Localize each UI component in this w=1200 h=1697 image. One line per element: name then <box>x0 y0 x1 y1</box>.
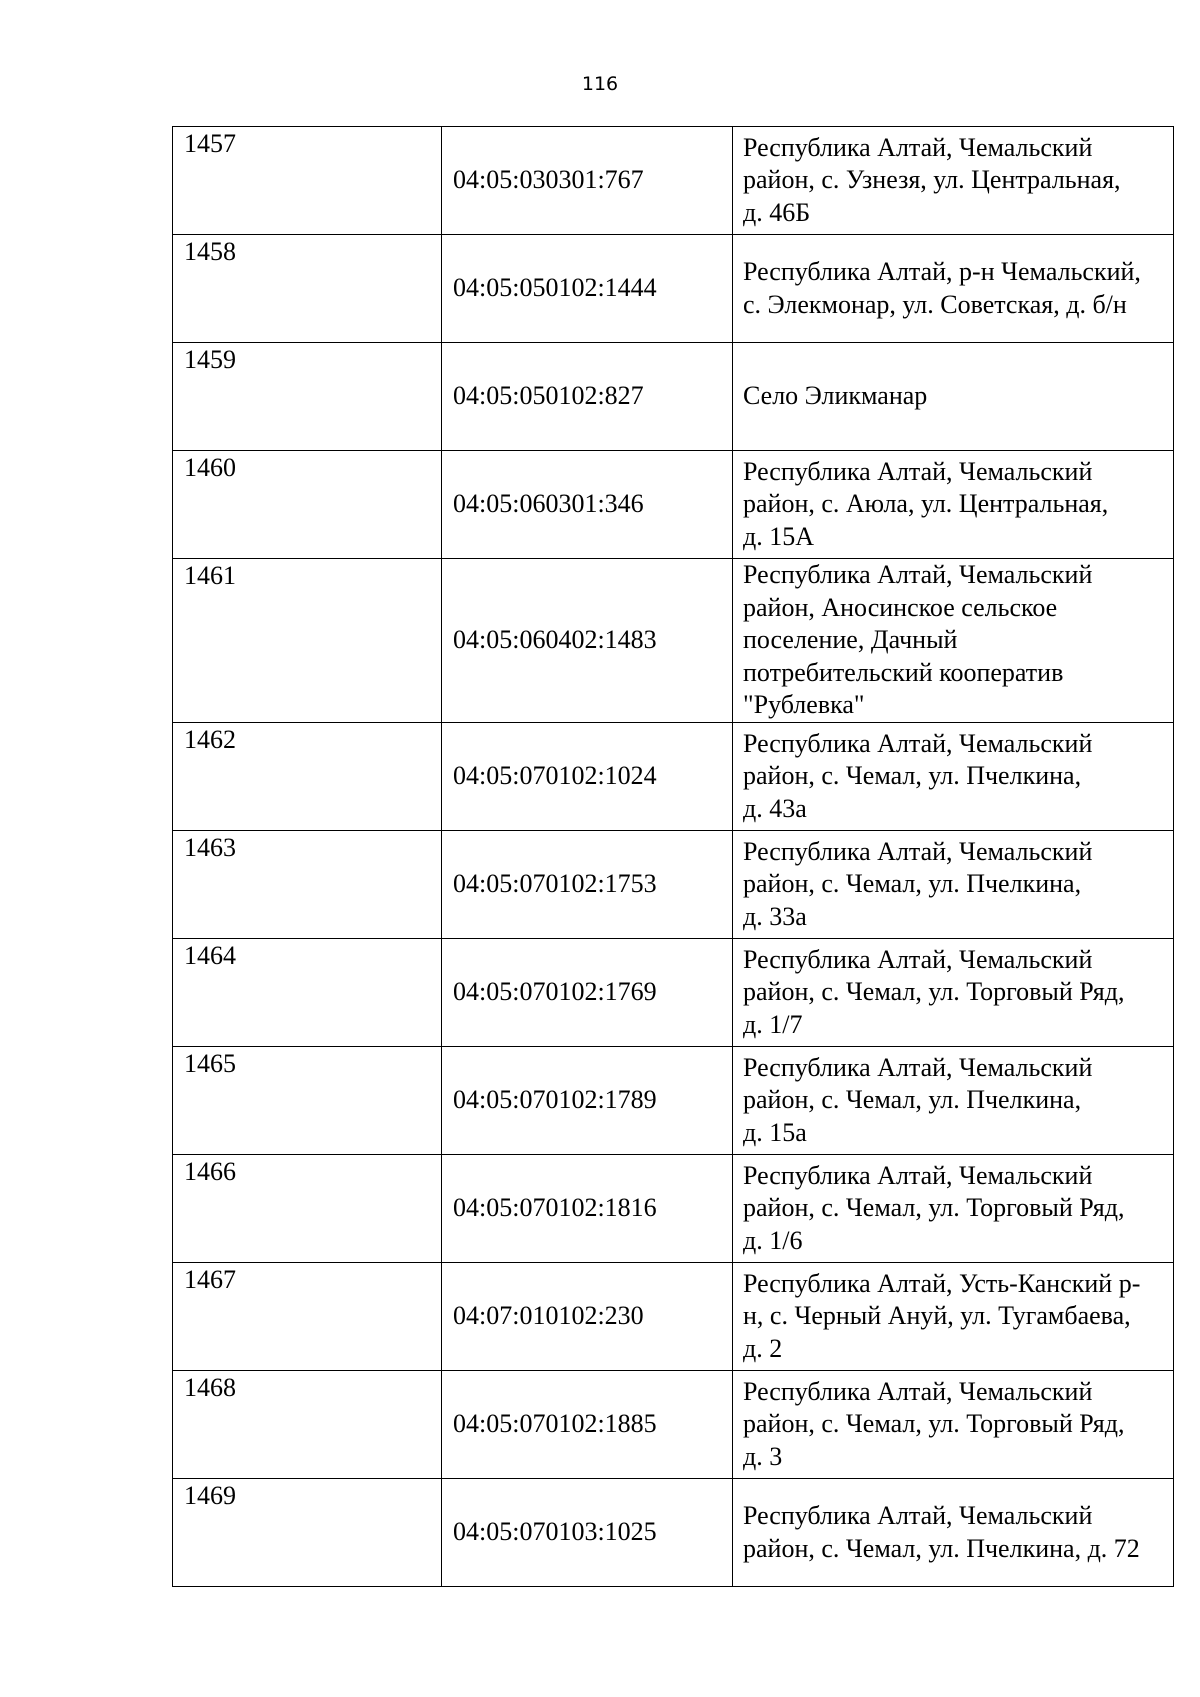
table-row <box>173 723 1174 831</box>
property-registry-table <box>172 126 1174 1587</box>
table-row <box>173 559 1174 723</box>
address-line: д. 2 <box>743 1333 783 1363</box>
address-cell <box>733 723 1174 831</box>
row-number-cell: 1463 <box>173 831 442 939</box>
address-line: район, с. Узнезя, ул. Центральная, <box>743 165 1121 195</box>
address-cell <box>733 1479 1174 1587</box>
address-text <box>743 728 1167 826</box>
address-cell <box>733 343 1174 451</box>
row-number-cell: 1461 <box>173 559 442 723</box>
address-text <box>743 944 1167 1042</box>
cadastral-number-cell: 04:05:050102:827 <box>442 343 733 451</box>
page-number: 116 <box>581 73 619 95</box>
row-number-cell: 1468 <box>173 1371 442 1479</box>
cadastral-number-cell: 04:07:010102:230 <box>442 1263 733 1371</box>
address-line: Республика Алтай, Чемальский <box>743 132 1093 162</box>
address-cell <box>733 1371 1174 1479</box>
address-text <box>743 1160 1167 1258</box>
row-number-cell: 1459 <box>173 343 442 451</box>
address-text <box>743 256 1167 321</box>
address-line: Село Эликманар <box>743 381 928 411</box>
address-cell <box>733 559 1174 723</box>
cadastral-number-cell: 04:05:070102:1789 <box>442 1047 733 1155</box>
address-text <box>743 380 1167 413</box>
address-line: район, с. Чемал, ул. Пчелкина, <box>743 1085 1082 1115</box>
address-cell <box>733 451 1174 559</box>
address-line: Республика Алтай, Чемальский <box>743 1052 1093 1082</box>
address-line: д. 1/7 <box>743 1009 803 1039</box>
table-row <box>173 831 1174 939</box>
cadastral-number-cell: 04:05:060402:1483 <box>442 559 733 723</box>
cadastral-number-cell: 04:05:070102:1816 <box>442 1155 733 1263</box>
cadastral-number-cell: 04:05:050102:1444 <box>442 235 733 343</box>
address-line: Республика Алтай, Чемальский <box>743 944 1093 974</box>
table-row <box>173 1371 1174 1479</box>
row-number-cell: 1467 <box>173 1263 442 1371</box>
address-line: район, Аносинское сельское <box>743 592 1058 622</box>
address-cell <box>733 1155 1174 1263</box>
address-text <box>743 456 1167 554</box>
row-number-cell: 1462 <box>173 723 442 831</box>
address-line: Республика Алтай, Чемальский <box>743 728 1093 758</box>
cadastral-number-cell: 04:05:070102:1769 <box>442 939 733 1047</box>
address-cell <box>733 235 1174 343</box>
table-body <box>173 127 1174 1587</box>
table-row <box>173 343 1174 451</box>
table-row <box>173 127 1174 235</box>
table-row <box>173 1047 1174 1155</box>
row-number-cell: 1460 <box>173 451 442 559</box>
cadastral-number-cell: 04:05:070103:1025 <box>442 1479 733 1587</box>
address-text <box>743 1052 1167 1150</box>
address-text <box>743 1500 1167 1565</box>
address-cell <box>733 939 1174 1047</box>
address-cell <box>733 1047 1174 1155</box>
address-line: н, с. Черный Ануй, ул. Тугамбаева, <box>743 1301 1131 1331</box>
address-text <box>743 1376 1167 1474</box>
address-line: Республика Алтай, Чемальский <box>743 560 1093 590</box>
address-line: район, с. Чемал, ул. Торговый Ряд, <box>743 977 1125 1007</box>
address-cell <box>733 1263 1174 1371</box>
cadastral-number-cell: 04:05:030301:767 <box>442 127 733 235</box>
table-row <box>173 1479 1174 1587</box>
row-number-cell: 1458 <box>173 235 442 343</box>
row-number-cell: 1465 <box>173 1047 442 1155</box>
table-row <box>173 1155 1174 1263</box>
cadastral-number-cell: 04:05:070102:1024 <box>442 723 733 831</box>
row-number-cell: 1466 <box>173 1155 442 1263</box>
address-text <box>743 836 1167 934</box>
row-number-cell: 1457 <box>173 127 442 235</box>
cadastral-number-cell: 04:05:070102:1753 <box>442 831 733 939</box>
address-line: д. 3 <box>743 1441 783 1471</box>
address-line: д. 15А <box>743 521 815 551</box>
address-text <box>743 132 1167 230</box>
address-cell <box>733 127 1174 235</box>
address-line: д. 43а <box>743 793 807 823</box>
row-number-cell: 1469 <box>173 1479 442 1587</box>
table-row <box>173 1263 1174 1371</box>
table-row <box>173 451 1174 559</box>
table-row <box>173 235 1174 343</box>
address-text <box>743 1268 1167 1366</box>
address-line: д. 15а <box>743 1117 807 1147</box>
address-line: район, с. Чемал, ул. Пчелкина, д. 72 <box>743 1533 1140 1563</box>
address-line: Республика Алтай, Чемальский <box>743 1160 1093 1190</box>
address-line: район, с. Аюла, ул. Центральная, <box>743 489 1109 519</box>
address-line: потребительский кооператив <box>743 657 1064 687</box>
address-line: район, с. Чемал, ул. Пчелкина, <box>743 869 1082 899</box>
address-line: с. Элекмонар, ул. Советская, д. б/н <box>743 289 1127 319</box>
row-number-cell: 1464 <box>173 939 442 1047</box>
address-line: район, с. Чемал, ул. Торговый Ряд, <box>743 1409 1125 1439</box>
address-line: Республика Алтай, Чемальский <box>743 456 1093 486</box>
address-line: д. 1/6 <box>743 1225 803 1255</box>
address-line: д. 33а <box>743 901 807 931</box>
cadastral-number-cell: 04:05:070102:1885 <box>442 1371 733 1479</box>
address-line: Республика Алтай, Усть-Канский р- <box>743 1268 1141 1298</box>
address-line: Республика Алтай, Чемальский <box>743 1501 1093 1530</box>
address-cell <box>733 831 1174 939</box>
address-line: Республика Алтай, Чемальский <box>743 1376 1093 1406</box>
address-line: район, с. Чемал, ул. Торговый Ряд, <box>743 1193 1125 1223</box>
address-line: поселение, Дачный <box>743 625 958 655</box>
table-row <box>173 939 1174 1047</box>
address-line: "Рублевка" <box>743 690 865 720</box>
address-line: район, с. Чемал, ул. Пчелкина, <box>743 761 1082 791</box>
address-line: д. 46Б <box>743 197 811 227</box>
address-line: Республика Алтай, Чемальский <box>743 836 1093 866</box>
address-line: Республика Алтай, р-н Чемальский, <box>743 257 1141 286</box>
cadastral-number-cell: 04:05:060301:346 <box>442 451 733 559</box>
address-text <box>743 559 1167 722</box>
